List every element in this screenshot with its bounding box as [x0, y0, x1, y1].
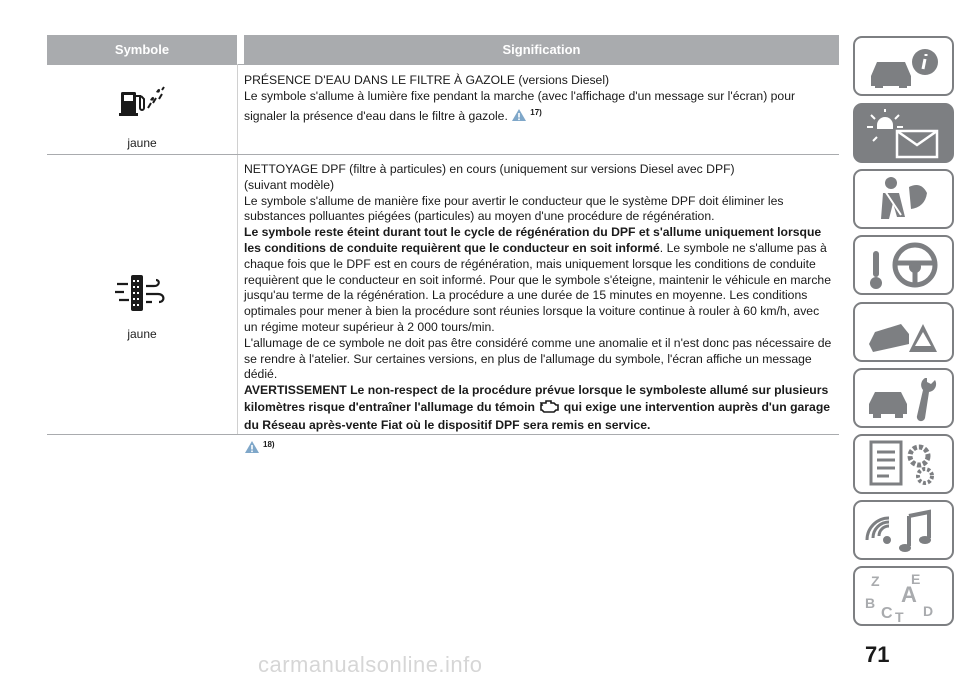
- alphabet-index-icon: [865, 572, 945, 622]
- maintenance-tab[interactable]: [853, 368, 954, 428]
- color-label: jaune: [127, 136, 157, 150]
- header-symbol: Symbole: [114, 42, 170, 57]
- technical-data-tab[interactable]: [853, 434, 954, 494]
- row-dpf-text: [244, 162, 836, 458]
- column-divider: [237, 64, 238, 434]
- multimedia-tab[interactable]: [853, 500, 954, 560]
- svg-text:D: D: [923, 603, 934, 619]
- svg-text:Z: Z: [871, 573, 880, 589]
- warning-triangle-icon: [511, 108, 527, 127]
- table-header: [47, 35, 839, 64]
- seatbelt-airbag-icon: [865, 175, 945, 225]
- warning-light-message-icon: [865, 109, 945, 159]
- svg-text:C: C: [881, 605, 893, 622]
- spec-sheet-gears-icon: [865, 440, 945, 490]
- row-water-in-fuel-text: [244, 73, 836, 126]
- dpf-cleaning-icon: [115, 272, 169, 319]
- warning-text: AVERTISSEMENT Le non-respect de la procédure prévue lorsque le symboleste allumé sur plusieurs kilomètres risque d'entraîner l'allumage du témoin: [244, 383, 829, 414]
- warning-lights-tab[interactable]: [853, 103, 954, 163]
- water-in-fuel-icon: [118, 86, 166, 123]
- car-crash-warning-icon: [865, 308, 945, 358]
- car-wrench-icon: [865, 374, 945, 424]
- index-tab[interactable]: [853, 566, 954, 626]
- row-title: PRÉSENCE D'EAU DANS LE FILTRE À GAZOLE (versions Diesel): [244, 73, 610, 87]
- svg-text:A: A: [901, 582, 917, 607]
- note-reference: 17): [530, 107, 542, 117]
- engine-check-icon: [538, 399, 560, 418]
- row-paragraph: . Le symbole ne s'allume pas à chaque fois que le DPF est en cours de régénération, mais uniquement lorsque les conditions de conduite requièrent que le conducteur en soit informé. Pour que le symbole s'éteigne, maintenir le véhicule en marche jusqu'au terme de la régénération. La procédure a une durée de 15 minutes en moyenne. Les conditions optimales pour mener à bien la procédure sont réunies lorsque la voiture continue à rouler à 60 km/h, avec un régime moteur supérieur à 2 000 tours/min.: [244, 240, 831, 334]
- row-description: Le symbole s'allume à lumière fixe pendant la marche (avec l'affichage d'un message sur l'écran) pour signaler la présence d'eau dans le filtre à gazole.: [244, 88, 796, 123]
- table-divider: [47, 434, 839, 435]
- svg-text:E: E: [911, 572, 921, 587]
- emergency-tab[interactable]: [853, 302, 954, 362]
- warning-triangle-icon: [244, 440, 260, 459]
- watermark: carmanualsonline.info: [258, 652, 483, 677]
- driving-tab[interactable]: [853, 235, 954, 295]
- page-number: 71: [865, 642, 890, 667]
- table-divider: [47, 64, 839, 65]
- color-label: jaune: [127, 327, 157, 341]
- svg-text:T: T: [895, 609, 904, 622]
- music-signal-icon: [865, 506, 945, 556]
- car-info-tab[interactable]: [853, 36, 954, 96]
- car-info-icon: [865, 42, 945, 92]
- steering-wheel-key-icon: [865, 241, 945, 291]
- svg-text:B: B: [865, 595, 876, 611]
- warning-text: qui exige une intervention auprès d'un garage du Réseau après-vente Fiat où le dispositif DPF sera remis en service.: [244, 399, 831, 432]
- note-reference: 18): [263, 439, 275, 449]
- row-subtitle: (suivant modèle): [244, 177, 335, 192]
- row-title: NETTOYAGE DPF (filtre à particules) en cours (uniquement sur versions Diesel avec DPF): [244, 162, 735, 176]
- row-paragraph: L'allumage de ce symbole ne doit pas être considéré comme une anomalie et il n'est donc pas nécessaire de se rendre à l'atelier. Sur certaines versions, en plus de l'allumage du symbole, l'écran affiche un message dédié.: [244, 335, 832, 382]
- row-paragraph: Le symbole s'allume de manière fixe pour avertir le conducteur que le système DPF doit éliminer les substances polluantes piégées (particules) au moyen d'une procédure de régénération.: [244, 193, 784, 224]
- header-meaning: Signification: [502, 42, 581, 57]
- table-divider: [47, 154, 839, 155]
- row-bold-statement: Le symbole reste éteint durant tout le cycle de régénération du DPF et s'allume uniquement lorsque les conditions de conduite requièrent que le conducteur en soit informé: [244, 225, 822, 255]
- safety-tab[interactable]: [853, 169, 954, 229]
